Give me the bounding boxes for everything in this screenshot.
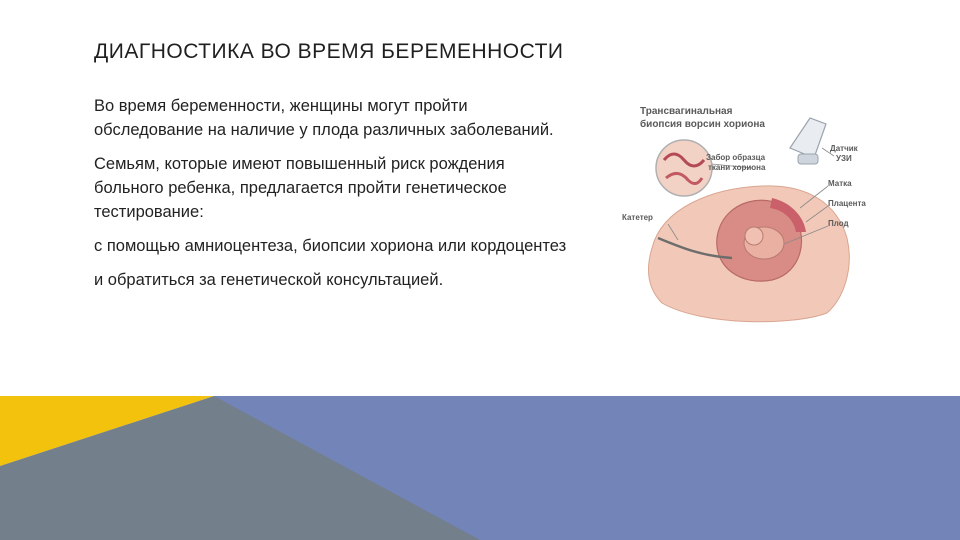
probe-head: [798, 154, 818, 164]
paragraph-3: с помощью амниоцентеза, биопсии хориона или кордоцентез: [94, 237, 567, 255]
slide-title: ДИАГНОСТИКА ВО ВРЕМЯ БЕРЕМЕННОСТИ: [94, 40, 564, 63]
figure-title-line2: биопсия ворсин хориона: [640, 119, 765, 130]
slide-body: [94, 94, 574, 302]
inset-magnifier: [656, 140, 712, 196]
label-probe-line2: УЗИ: [836, 154, 852, 163]
label-uterus: Матка: [828, 179, 852, 188]
label-catheter: Катетер: [622, 213, 653, 222]
figure-title-line1: Трансвагинальная: [640, 106, 733, 117]
chorionic-biopsy-illustration: [622, 98, 884, 330]
fetus-head: [745, 227, 763, 245]
ultrasound-probe: [790, 118, 826, 158]
label-probe-line1: Датчик: [830, 144, 858, 153]
paragraph-4: и обратиться за генетической консультацией.: [94, 271, 444, 289]
label-placenta: Плацента: [828, 199, 866, 208]
paragraph-1: Во время беременности, женщины могут пройти обследование на наличие у плода различных заболеваний.: [94, 97, 554, 139]
label-fetus: Плод: [828, 219, 849, 228]
label-sample-line1: Забор образца: [706, 153, 766, 162]
label-sample-line2: ткани хориона: [708, 163, 766, 172]
decorative-footer-shapes: [0, 396, 960, 540]
paragraph-2: Семьям, которые имеют повышенный риск рождения больного ребенка, предлагается пройти генетическое тестирование:: [94, 155, 507, 221]
